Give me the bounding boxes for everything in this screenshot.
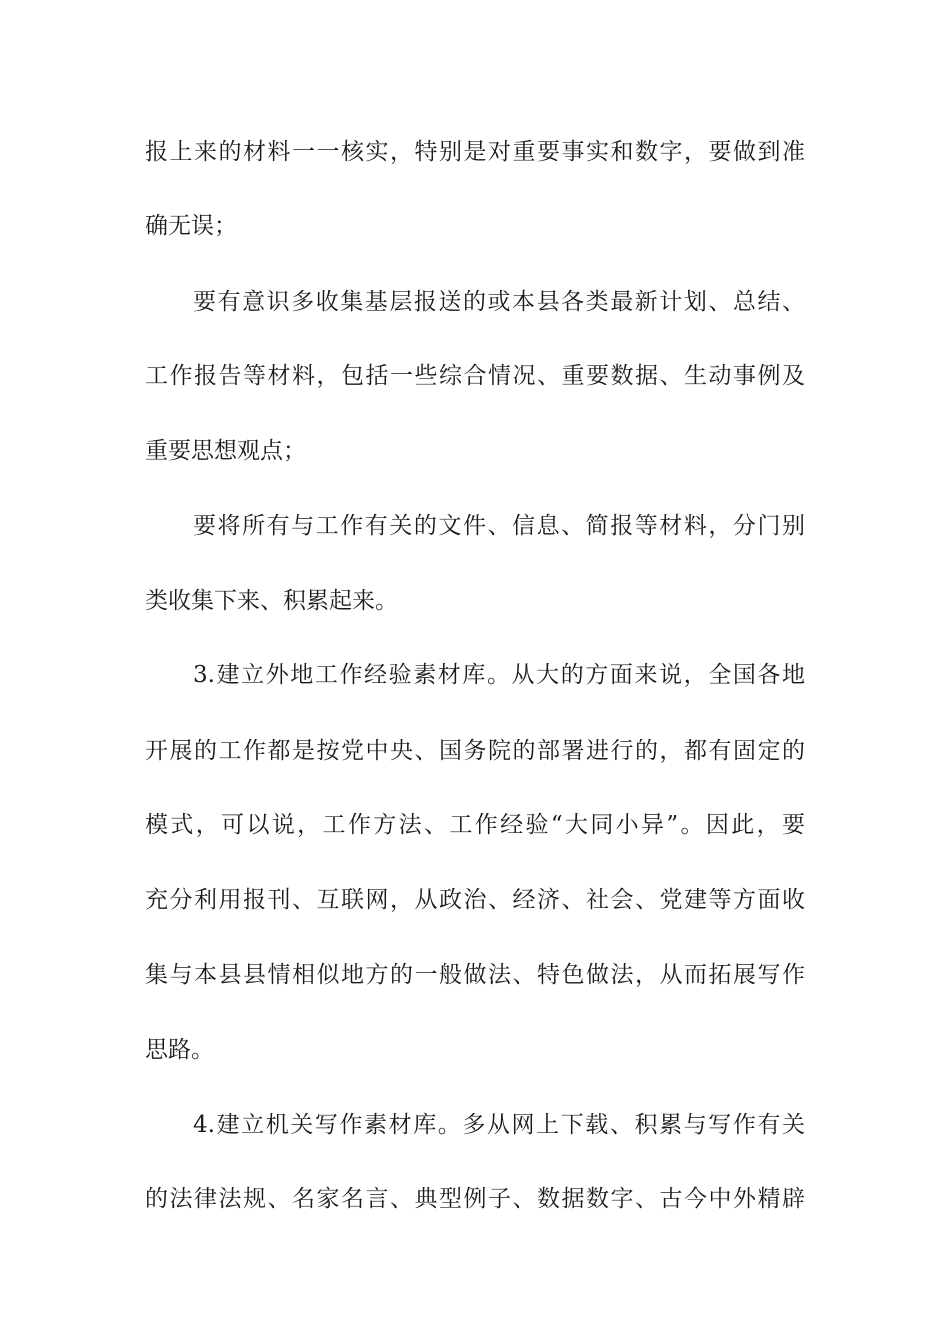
text-line: 重要思想观点； xyxy=(145,438,306,464)
text-line: 3.建立外地工作经验素材库。从大的方面来说，全国各地 xyxy=(193,662,805,688)
text-line: 类收集下来、积累起来。 xyxy=(145,588,398,614)
text-line: 报上来的材料一一核实，特别是对重要事实和数字，要做到准 xyxy=(145,139,805,165)
text-line: 模式，可以说，工作方法、工作经验“大同小异”。因此，要 xyxy=(145,812,805,838)
text-line: 的法律法规、名家名言、典型例子、数据数字、古今中外精辟 xyxy=(145,1186,805,1212)
text-line: 4.建立机关写作素材库。多从网上下载、积累与写作有关 xyxy=(193,1112,805,1138)
text-line: 工作报告等材料，包括一些综合情况、重要数据、生动事例及 xyxy=(145,363,805,389)
text-line: 要有意识多收集基层报送的或本县各类最新计划、总结、 xyxy=(193,289,805,315)
text-line: 集与本县县情相似地方的一般做法、特色做法，从而拓展写作 xyxy=(145,962,805,988)
text-line: 开展的工作都是按党中央、国务院的部署进行的，都有固定的 xyxy=(145,738,805,764)
text-line: 充分利用报刊、互联网，从政治、经济、社会、党建等方面收 xyxy=(145,887,805,913)
text-line: 要将所有与工作有关的文件、信息、简报等材料，分门别 xyxy=(193,513,805,539)
text-line: 确无误； xyxy=(145,213,237,239)
text-line: 思路。 xyxy=(145,1037,214,1063)
